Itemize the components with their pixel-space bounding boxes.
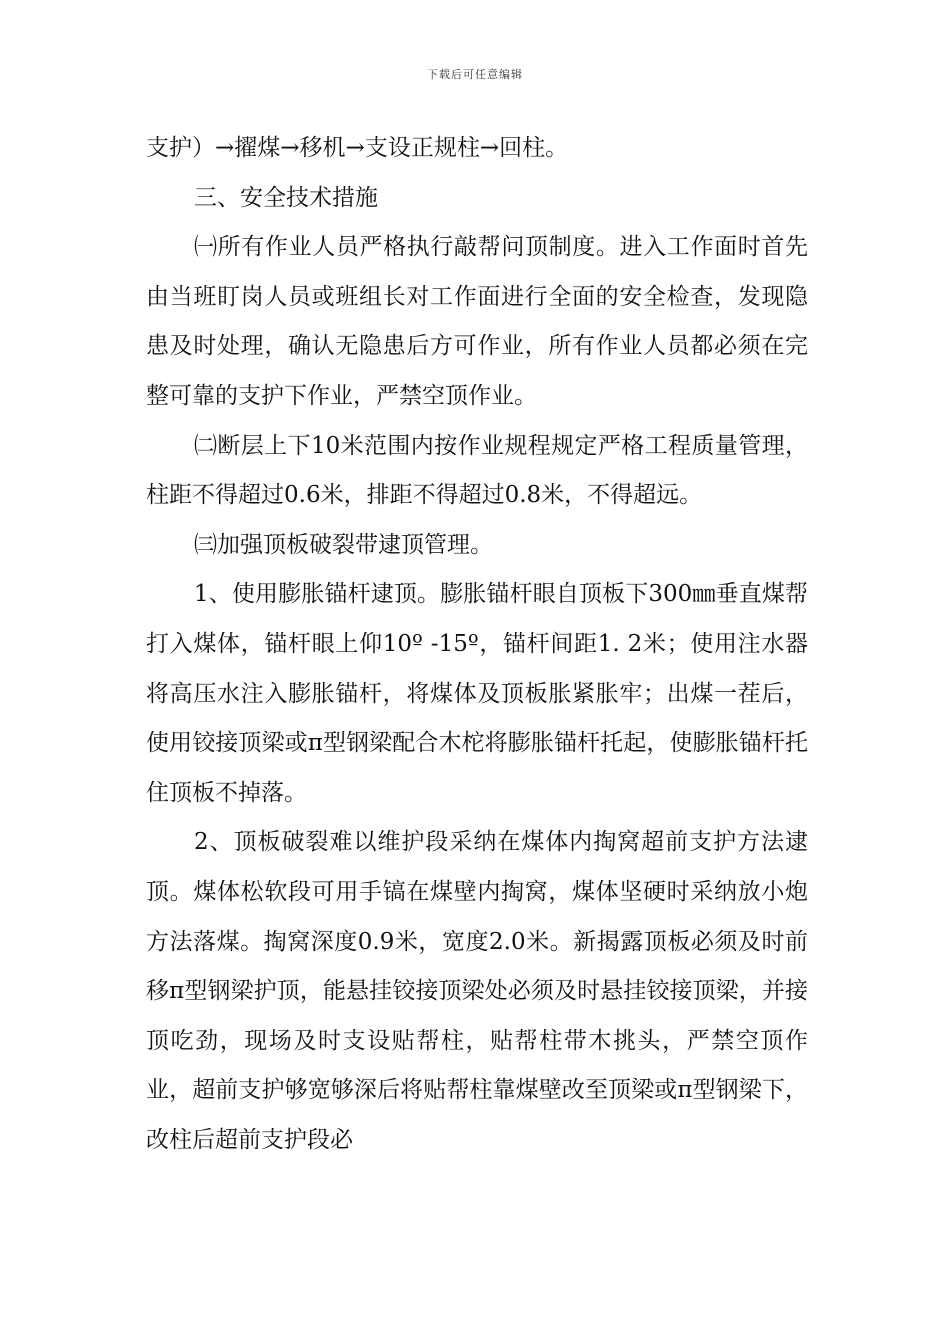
- page-header-note: 下载后可任意编辑: [427, 68, 523, 81]
- paragraph-item-1: ㈠所有作业人员严格执行敲帮问顶制度。进入工作面时首先由当班盯岗人员或班组长对工作面进行全面的安全检查，发现隐患及时处理，确认无隐患后方可作业，所有作业人员都必须在完整可靠的支护下作业，严禁空顶作业。: [146, 234, 808, 409]
- paragraph-subitem-2: 2、顶板破裂难以维护段采纳在煤体内掏窝超前支护方法逮顶。煤体松软段可用手镐在煤壁内掏窝，煤体坚硬时采纳放小炮方法落煤。掏窝深度0.9米，宽度2.0米。新揭露顶板必须及时前移π型钢梁护顶，能悬挂铰接顶梁处必须及时悬挂铰接顶梁，并接顶吃劲，现场及时支设贴帮柱，贴帮柱带木挑头，严禁空顶作业，超前支护够宽够深后将贴帮柱靠煤壁改至顶梁或π型钢梁下，改柱后超前支护段必: [146, 829, 808, 1153]
- document-body: [146, 124, 808, 1165]
- paragraph-item-3: ㈢加强顶板破裂带逮顶管理。: [194, 531, 493, 558]
- paragraph-item-2: ㈡断层上下10米范围内按作业规程规定严格工程质量管理，柱距不得超过0.6米，排距不得超过0.8米，不得超远。: [146, 432, 808, 509]
- paragraph-subitem-1: 1、使用膨胀锚杆逮顶。膨胀锚杆眼自顶板下300㎜垂直煤帮打入煤体，锚杆眼上仰10º -15º，锚杆间距1. 2米；使用注水器将高压水注入膨胀锚杆，将煤体及顶板胀紧胀牢；出煤一茬后，使用铰接顶梁或π型钢梁配合木柁将膨胀锚杆托起，使膨胀锚杆托住顶板不掉落。: [146, 581, 808, 806]
- section-heading: 三、安全技术措施: [194, 184, 378, 211]
- paragraph-continuation: 支护）→擢煤→移机→支设正规柱→回柱。: [146, 135, 569, 161]
